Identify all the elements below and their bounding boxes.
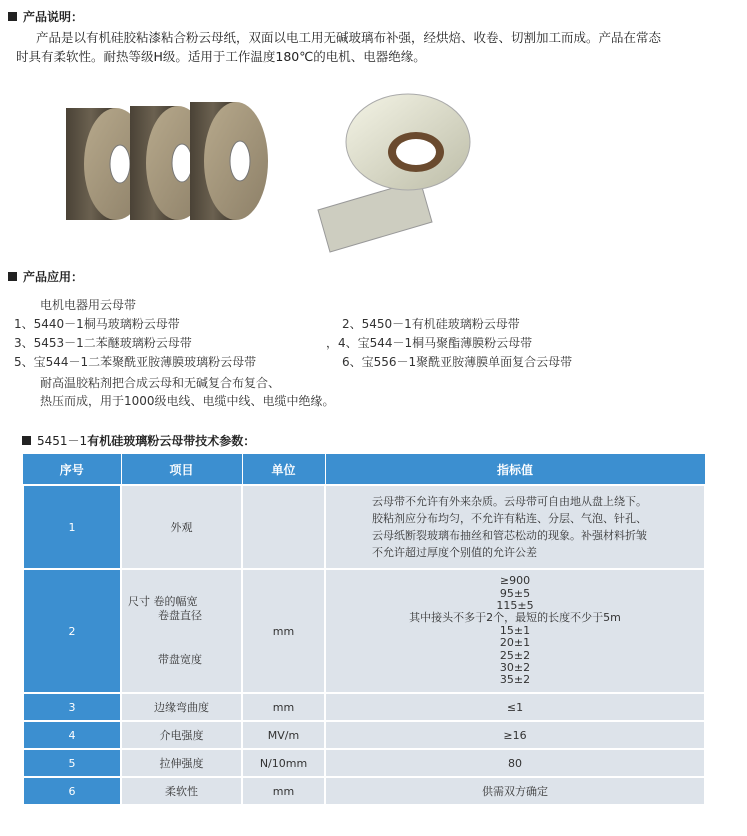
- usage-heading-text: 产品应用：: [23, 270, 84, 284]
- value-line: ≥900: [499, 574, 531, 588]
- row-unit: MV/m: [242, 721, 325, 749]
- row-unit: N/10mm: [242, 749, 325, 777]
- col-header-unit: 单位: [242, 454, 325, 485]
- row-value: [325, 569, 705, 693]
- value-line: 20±1: [499, 636, 531, 650]
- row-num: 3: [23, 693, 121, 721]
- table-row: [23, 569, 705, 693]
- spec-heading: [8, 432, 255, 449]
- row-item: [121, 569, 242, 693]
- row-num: 6: [23, 777, 121, 805]
- value-line: 15±1: [499, 623, 531, 637]
- usage-item-1: 1、5440－1桐马玻璃粉云母带: [14, 317, 180, 331]
- value-line: 30±2: [499, 661, 531, 675]
- value-line: 云母纸断裂玻璃布抽丝和管芯松动的现象。补强材料折皱: [372, 529, 647, 542]
- table-header-row: [23, 454, 705, 485]
- usage-heading: [8, 268, 83, 285]
- usage-subtitle: 电机电器用云母带: [40, 298, 137, 312]
- row-item: 柔软性: [121, 777, 242, 805]
- row-item: 拉伸强度: [121, 749, 242, 777]
- usage-note-1: 耐高温胶粘剂把合成云母和无碱复合布复合、: [40, 376, 281, 390]
- usage-item-6: 6、宝556－1聚酰亚胺薄膜单面复合云母带: [342, 355, 573, 369]
- value-line: 95±5: [499, 586, 531, 600]
- table-row: [23, 693, 705, 721]
- col-header-item: 项目: [121, 454, 242, 485]
- value-line: 不允许超过厚度个别值的允许公差: [372, 546, 537, 559]
- row-value: ≤1: [325, 693, 705, 721]
- usage-item-3: 3、5453－1二苯醚玻璃粉云母带: [14, 336, 192, 350]
- item-line: 尺寸 卷的幅宽: [128, 595, 198, 608]
- roll-image-3: [190, 102, 268, 220]
- row-num: 4: [23, 721, 121, 749]
- value-line: 云母带不允许有外来杂质。云母带可自由地从盘上绕下。: [372, 495, 647, 508]
- bullet-square-icon: [8, 272, 17, 281]
- row-value: [325, 485, 705, 569]
- usage-item-4: ，4、宝544－1桐马聚酯薄膜粉云母带: [326, 336, 533, 350]
- product-photos: [0, 80, 747, 260]
- spec-heading-prefix: 5451－1: [37, 434, 88, 448]
- row-item: 外观: [121, 485, 242, 569]
- usage-item-5: 5、宝544－1二苯聚酰亚胺薄膜玻璃粉云母带: [14, 355, 257, 369]
- intro-heading: [8, 8, 83, 25]
- row-unit: mm: [242, 693, 325, 721]
- table-row: [23, 749, 705, 777]
- row-value: 80: [325, 749, 705, 777]
- usage-item-2: 2、5450－1有机硅玻璃粉云母带: [342, 317, 520, 331]
- intro-line-2: 时具有柔软性。耐热等级H级。适用于工作温度180℃的电机、电器绝缘。: [16, 49, 426, 64]
- row-value: ≥16: [325, 721, 705, 749]
- tape-roll-image: [318, 94, 470, 252]
- table-row: [23, 721, 705, 749]
- value-line: 35±2: [499, 673, 531, 687]
- row-unit: mm: [242, 569, 325, 693]
- usage-note-2: 热压而成，用于1000级电线、电缆中线、电缆中绝缘。: [40, 394, 335, 408]
- col-header-num: 序号: [23, 454, 121, 485]
- intro-text: [16, 28, 738, 66]
- spec-heading-text: 有机硅玻璃粉云母带技术参数：: [87, 434, 256, 448]
- table-row: [23, 485, 705, 569]
- intro-line-1: 产品是以有机硅胶粘漆粘合粉云母纸，双面以电工用无碱玻璃布补强，经烘焙、收卷、切割加工而成。产品在常态: [36, 30, 662, 45]
- row-item: 介电强度: [121, 721, 242, 749]
- col-header-value: 指标值: [325, 454, 705, 485]
- value-line: 115±5: [496, 598, 534, 612]
- row-item: 边缘弯曲度: [121, 693, 242, 721]
- row-num: 5: [23, 749, 121, 777]
- intro-heading-text: 产品说明：: [23, 10, 84, 24]
- row-unit: mm: [242, 777, 325, 805]
- row-num: 2: [23, 569, 121, 693]
- item-line: 带盘宽度: [158, 653, 202, 666]
- value-line: 胶粘剂应分布均匀，不允许有粘连、分层、气泡、针孔、: [372, 512, 647, 525]
- bullet-square-icon: [8, 12, 17, 21]
- row-value: 供需双方确定: [325, 777, 705, 805]
- item-line: 卷盘直径: [158, 609, 202, 622]
- bullet-square-icon: [22, 436, 31, 445]
- value-line: 25±2: [499, 648, 531, 662]
- row-num: 1: [23, 485, 121, 569]
- value-line: 其中接头不多于2个，最短的长度不少于5m: [409, 611, 621, 625]
- spec-table: [22, 454, 706, 806]
- table-row: [23, 777, 705, 805]
- row-unit: [242, 485, 325, 569]
